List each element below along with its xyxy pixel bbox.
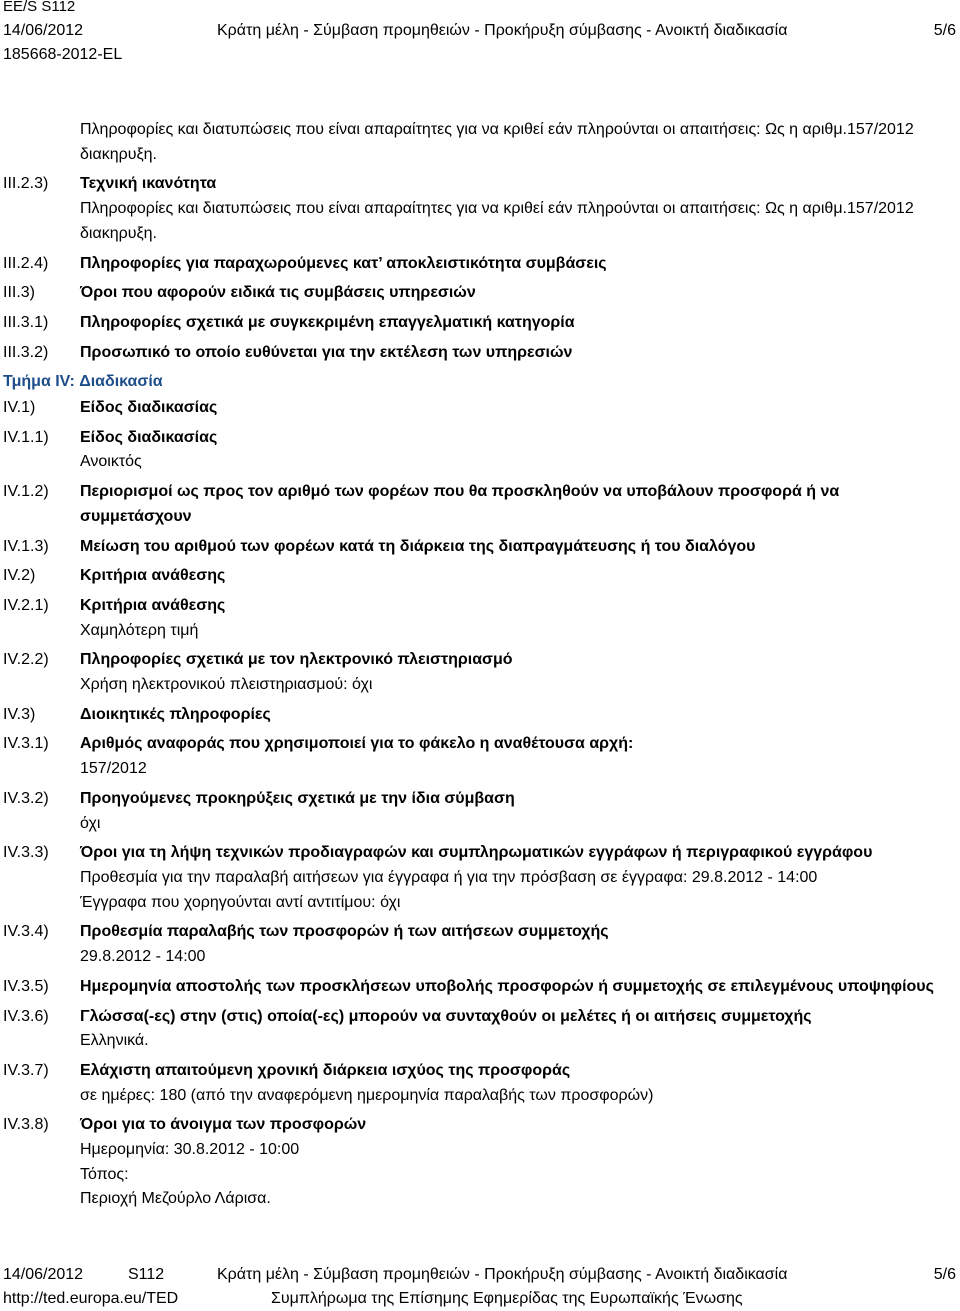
section-heading: Ημερομηνία αποστολής των προσκλήσεων υποβολής προσφορών ή συμμετοχής σε επιλεγμένους υποψηφίους [80,977,934,995]
section-content [80,1005,960,1054]
section-row [0,648,960,697]
section-row [0,252,960,277]
section-value: Περιοχή Μεζούρλο Λάρισα. [80,1190,271,1208]
header-page-number: 5/6 [933,22,956,39]
section-heading: Πληροφορίες σχετικά με τον ηλεκτρονικό πλειστηριασμό [80,651,513,669]
footer-url[interactable]: http://ted.europa.eu/TED [3,1290,179,1307]
section-content [80,535,960,560]
section-row [0,480,960,529]
section-value: Προθεσμία για την παραλαβή αιτήσεων για έγγραφα ή για την πρόσβαση σε έγγραφα: 29.8.2012 - 14:00 [80,868,818,886]
section-content [80,311,960,336]
section-iv-rows [0,396,960,1212]
footer-title: Κράτη μέλη - Σύμβαση προμηθειών - Προκήρυξη σύμβασης - Ανοικτή διαδικασία [217,1266,788,1283]
section-heading: Προσωπικό το οποίο ευθύνεται για την εκτέλεση των υπηρεσιών [80,343,573,361]
section-number: III.3.1) [3,313,49,331]
section-number: III.3.2) [3,343,49,361]
section-number: IV.3.4) [3,923,49,941]
section-row [0,281,960,306]
section-number: IV.2.1) [3,596,49,614]
section-number: IV.1) [3,399,36,417]
section-text: Πληροφορίες και διατυπώσεις που είναι απαραίτητες για να κριθεί εάν πληρούνται οι απαιτήσεις: Ως η αριθμ.157/2012 διακηρυξη. [80,121,914,163]
doc-type: EE/S S112 [3,0,76,15]
section-content [80,787,960,836]
section-number: III.2.4) [3,254,49,272]
header-ref: 185668-2012-EL [3,46,123,63]
section-number: IV.1.1) [3,428,49,446]
section-heading: Όροι για τη λήψη τεχνικών προδιαγραφών και συμπληρωματικών εγγράφων ή περιγραφικού εγγράφου [80,844,873,862]
section-value: 29.8.2012 - 14:00 [80,948,206,966]
section-heading: Γλώσσα(-ες) στην (στις) οποία(-ες) μπορούν να συνταχθούν οι μελέτες ή οι αιτήσεις συμμετοχής [80,1007,812,1025]
section-number: IV.3.6) [3,1007,49,1025]
section-row [0,1005,960,1054]
section-content [80,118,960,167]
section-number: IV.2) [3,567,36,585]
section-content [80,920,960,969]
section-heading: Ελάχιστη απαιτούμενη χρονική διάρκεια ισχύος της προσφοράς [80,1061,571,1079]
page-header [0,0,960,70]
section-content [80,426,960,475]
section-heading: Τεχνική ικανότητα [80,175,217,193]
section-heading: Περιορισμοί ως προς τον αριθμό των φορέων που θα προσκληθούν να υποβάλουν προσφορά ή να συμμετάσχουν [80,483,840,525]
section-heading: Είδος διαδικασίας [80,428,218,446]
section-content [80,975,960,1000]
section-value: σε ημέρες: 180 (από την αναφερόμενη ημερομηνία παραλαβής των προσφορών) [80,1086,654,1104]
section-content [80,281,960,306]
footer-code: S112 [128,1266,165,1283]
section-row [0,426,960,475]
section-number: IV.3.8) [3,1116,49,1134]
section-row [0,341,960,366]
section-heading: Διοικητικές πληροφορίες [80,705,271,723]
section-row [0,1113,960,1212]
section-number: IV.3.1) [3,735,49,753]
section-content [80,172,960,246]
footer-date: 14/06/2012 [3,1266,84,1283]
section-content [80,1113,960,1212]
section-value: Ελληνικά. [80,1032,149,1050]
section-heading: Κριτήρια ανάθεσης [80,596,226,614]
document-body [0,118,960,1217]
section-content [80,594,960,643]
header-title: Κράτη μέλη - Σύμβαση προμηθειών - Προκήρυξη σύμβασης - Ανοικτή διαδικασία [217,22,788,39]
section-heading: Κριτήρια ανάθεσης [80,567,226,585]
section-content [80,648,960,697]
page-footer [0,1263,960,1311]
section-row [0,703,960,728]
section-row [0,920,960,969]
section-row [0,594,960,643]
section-value: Ημερομηνία: 30.8.2012 - 10:00 [80,1141,300,1159]
section-number: IV.3) [3,705,36,723]
section-heading: Όροι για το άνοιγμα των προσφορών [80,1116,367,1134]
footer-supplement: Συμπλήρωμα της Επίσημης Εφημερίδας της Ευρωπαϊκής Ένωσης [271,1290,743,1307]
section-content [80,841,960,915]
section-number: IV.1.2) [3,483,49,501]
section-number: IV.2.2) [3,651,49,669]
section-row [0,787,960,836]
section-value: Έγγραφα που χορηγούνται αντί αντιτίμου: όχι [80,893,401,911]
section-heading: Πληροφορίες σχετικά με συγκεκριμένη επαγγελματική κατηγορία [80,313,575,331]
section-content [80,252,960,277]
section-row [0,841,960,915]
section-content [80,480,960,529]
section-heading: Είδος διαδικασίας [80,399,218,417]
section-row [0,311,960,336]
header-date: 14/06/2012 [3,22,84,39]
section-number: IV.3.2) [3,789,49,807]
section-iii-rows [0,118,960,365]
section-number: IV.3.3) [3,844,49,862]
section-row [0,396,960,421]
section-number: IV.3.7) [3,1061,49,1079]
section-row [0,535,960,560]
section-value: όχι [80,814,101,832]
section-content [80,703,960,728]
section-number: III.2.3) [3,175,49,193]
section-row [0,732,960,781]
section-heading: Πληροφορίες για παραχωρούμενες κατ’ αποκλειστικότητα συμβάσεις [80,254,607,272]
section-content [80,396,960,421]
section-row [0,975,960,1000]
section-value: Τόπος: [80,1165,129,1183]
section-content [80,732,960,781]
section-value: Πληροφορίες και διατυπώσεις που είναι απαραίτητες για να κριθεί εάν πληρούνται οι απαιτήσεις: Ως η αριθμ.157/2012 διακηρυξη. [80,200,914,242]
section-content [80,341,960,366]
section-number: IV.1.3) [3,537,49,555]
section-number [0,118,80,167]
section-heading: Μείωση του αριθμού των φορέων κατά τη διάρκεια της διαπραγμάτευσης ή του διαλόγου [80,537,756,555]
section-row [0,564,960,589]
section-heading: Προθεσμία παραλαβής των προσφορών ή των αιτήσεων συμμετοχής [80,923,609,941]
section-row [0,1059,960,1108]
section-content [80,1059,960,1108]
section-row [0,172,960,246]
footer-page-number: 5/6 [933,1266,956,1283]
section-title: Τμήμα IV: Διαδικασία [3,373,163,391]
section-value: Ανοικτός [80,453,142,471]
section-value: Χρήση ηλεκτρονικού πλειστηριασμού: όχι [80,676,373,694]
section-row [0,118,960,167]
section-heading: Αριθμός αναφοράς που χρησιμοποιεί για το φάκελο η αναθέτουσα αρχή: [80,735,634,753]
section-heading: Όροι που αφορούν ειδικά τις συμβάσεις υπηρεσιών [80,284,476,302]
section-value: Χαμηλότερη τιμή [80,621,199,639]
section-value: 157/2012 [80,760,147,778]
section-heading: Προηγούμενες προκηρύξεις σχετικά με την ίδια σύμβαση [80,789,515,807]
section-content [80,564,960,589]
section-number: III.3) [3,284,36,302]
section-number: IV.3.5) [3,977,49,995]
